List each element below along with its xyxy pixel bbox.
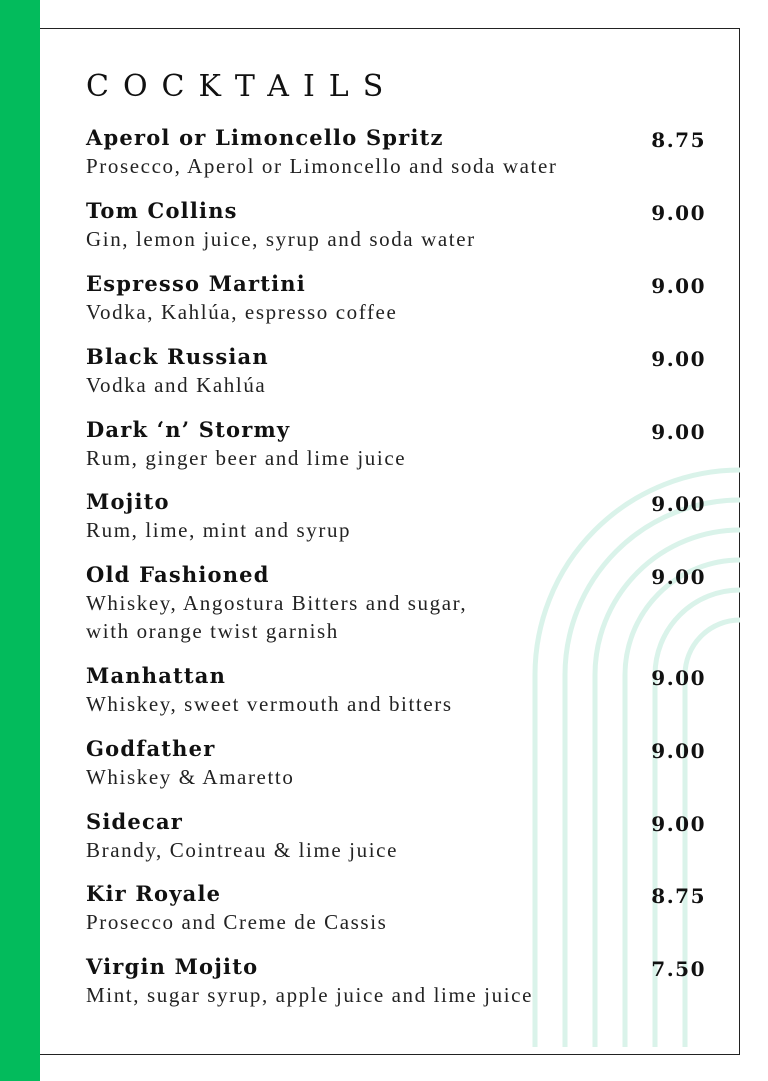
item-price: 9.00 [651, 420, 706, 444]
item-description: Vodka, Kahlúa, espresso coffee [86, 300, 398, 324]
item-price: 9.00 [651, 666, 706, 690]
item-price: 7.50 [651, 957, 706, 981]
item-name: Mojito [86, 489, 170, 514]
item-description: Prosecco and Creme de Cassis [86, 910, 388, 934]
item-description: with orange twist garnish [86, 619, 339, 643]
item-description: Prosecco, Aperol or Limoncello and soda water [86, 154, 558, 178]
item-description: Whiskey & Amaretto [86, 765, 295, 789]
item-price: 9.00 [651, 347, 706, 371]
item-name: Black Russian [86, 344, 269, 369]
item-description: Rum, ginger beer and lime juice [86, 446, 407, 470]
decorative-arches [528, 462, 740, 1047]
item-name: Old Fashioned [86, 562, 270, 587]
item-description: Gin, lemon juice, syrup and soda water [86, 227, 476, 251]
item-name: Espresso Martini [86, 271, 306, 296]
item-price: 9.00 [651, 492, 706, 516]
item-description: Brandy, Cointreau & lime juice [86, 838, 398, 862]
item-name: Sidecar [86, 809, 184, 834]
item-price: 9.00 [651, 274, 706, 298]
green-side-bar [0, 0, 40, 1081]
item-description: Whiskey, Angostura Bitters and sugar, [86, 591, 468, 615]
item-price: 9.00 [651, 565, 706, 589]
item-price: 9.00 [651, 739, 706, 763]
item-description: Mint, sugar syrup, apple juice and lime juice [86, 983, 533, 1007]
menu-title: COCKTAILS [86, 69, 398, 104]
item-description: Rum, lime, mint and syrup [86, 518, 352, 542]
item-name: Godfather [86, 736, 216, 761]
item-description: Whiskey, sweet vermouth and bitters [86, 692, 453, 716]
item-price: 8.75 [651, 128, 706, 152]
item-name: Aperol or Limoncello Spritz [86, 125, 444, 150]
item-description: Vodka and Kahlúa [86, 373, 267, 397]
item-price: 9.00 [651, 201, 706, 225]
item-name: Kir Royale [86, 881, 222, 906]
item-name: Manhattan [86, 663, 227, 688]
item-name: Virgin Mojito [86, 954, 259, 979]
item-name: Tom Collins [86, 198, 238, 223]
item-name: Dark ‘n’ Stormy [86, 417, 291, 442]
item-price: 8.75 [651, 884, 706, 908]
item-price: 9.00 [651, 812, 706, 836]
